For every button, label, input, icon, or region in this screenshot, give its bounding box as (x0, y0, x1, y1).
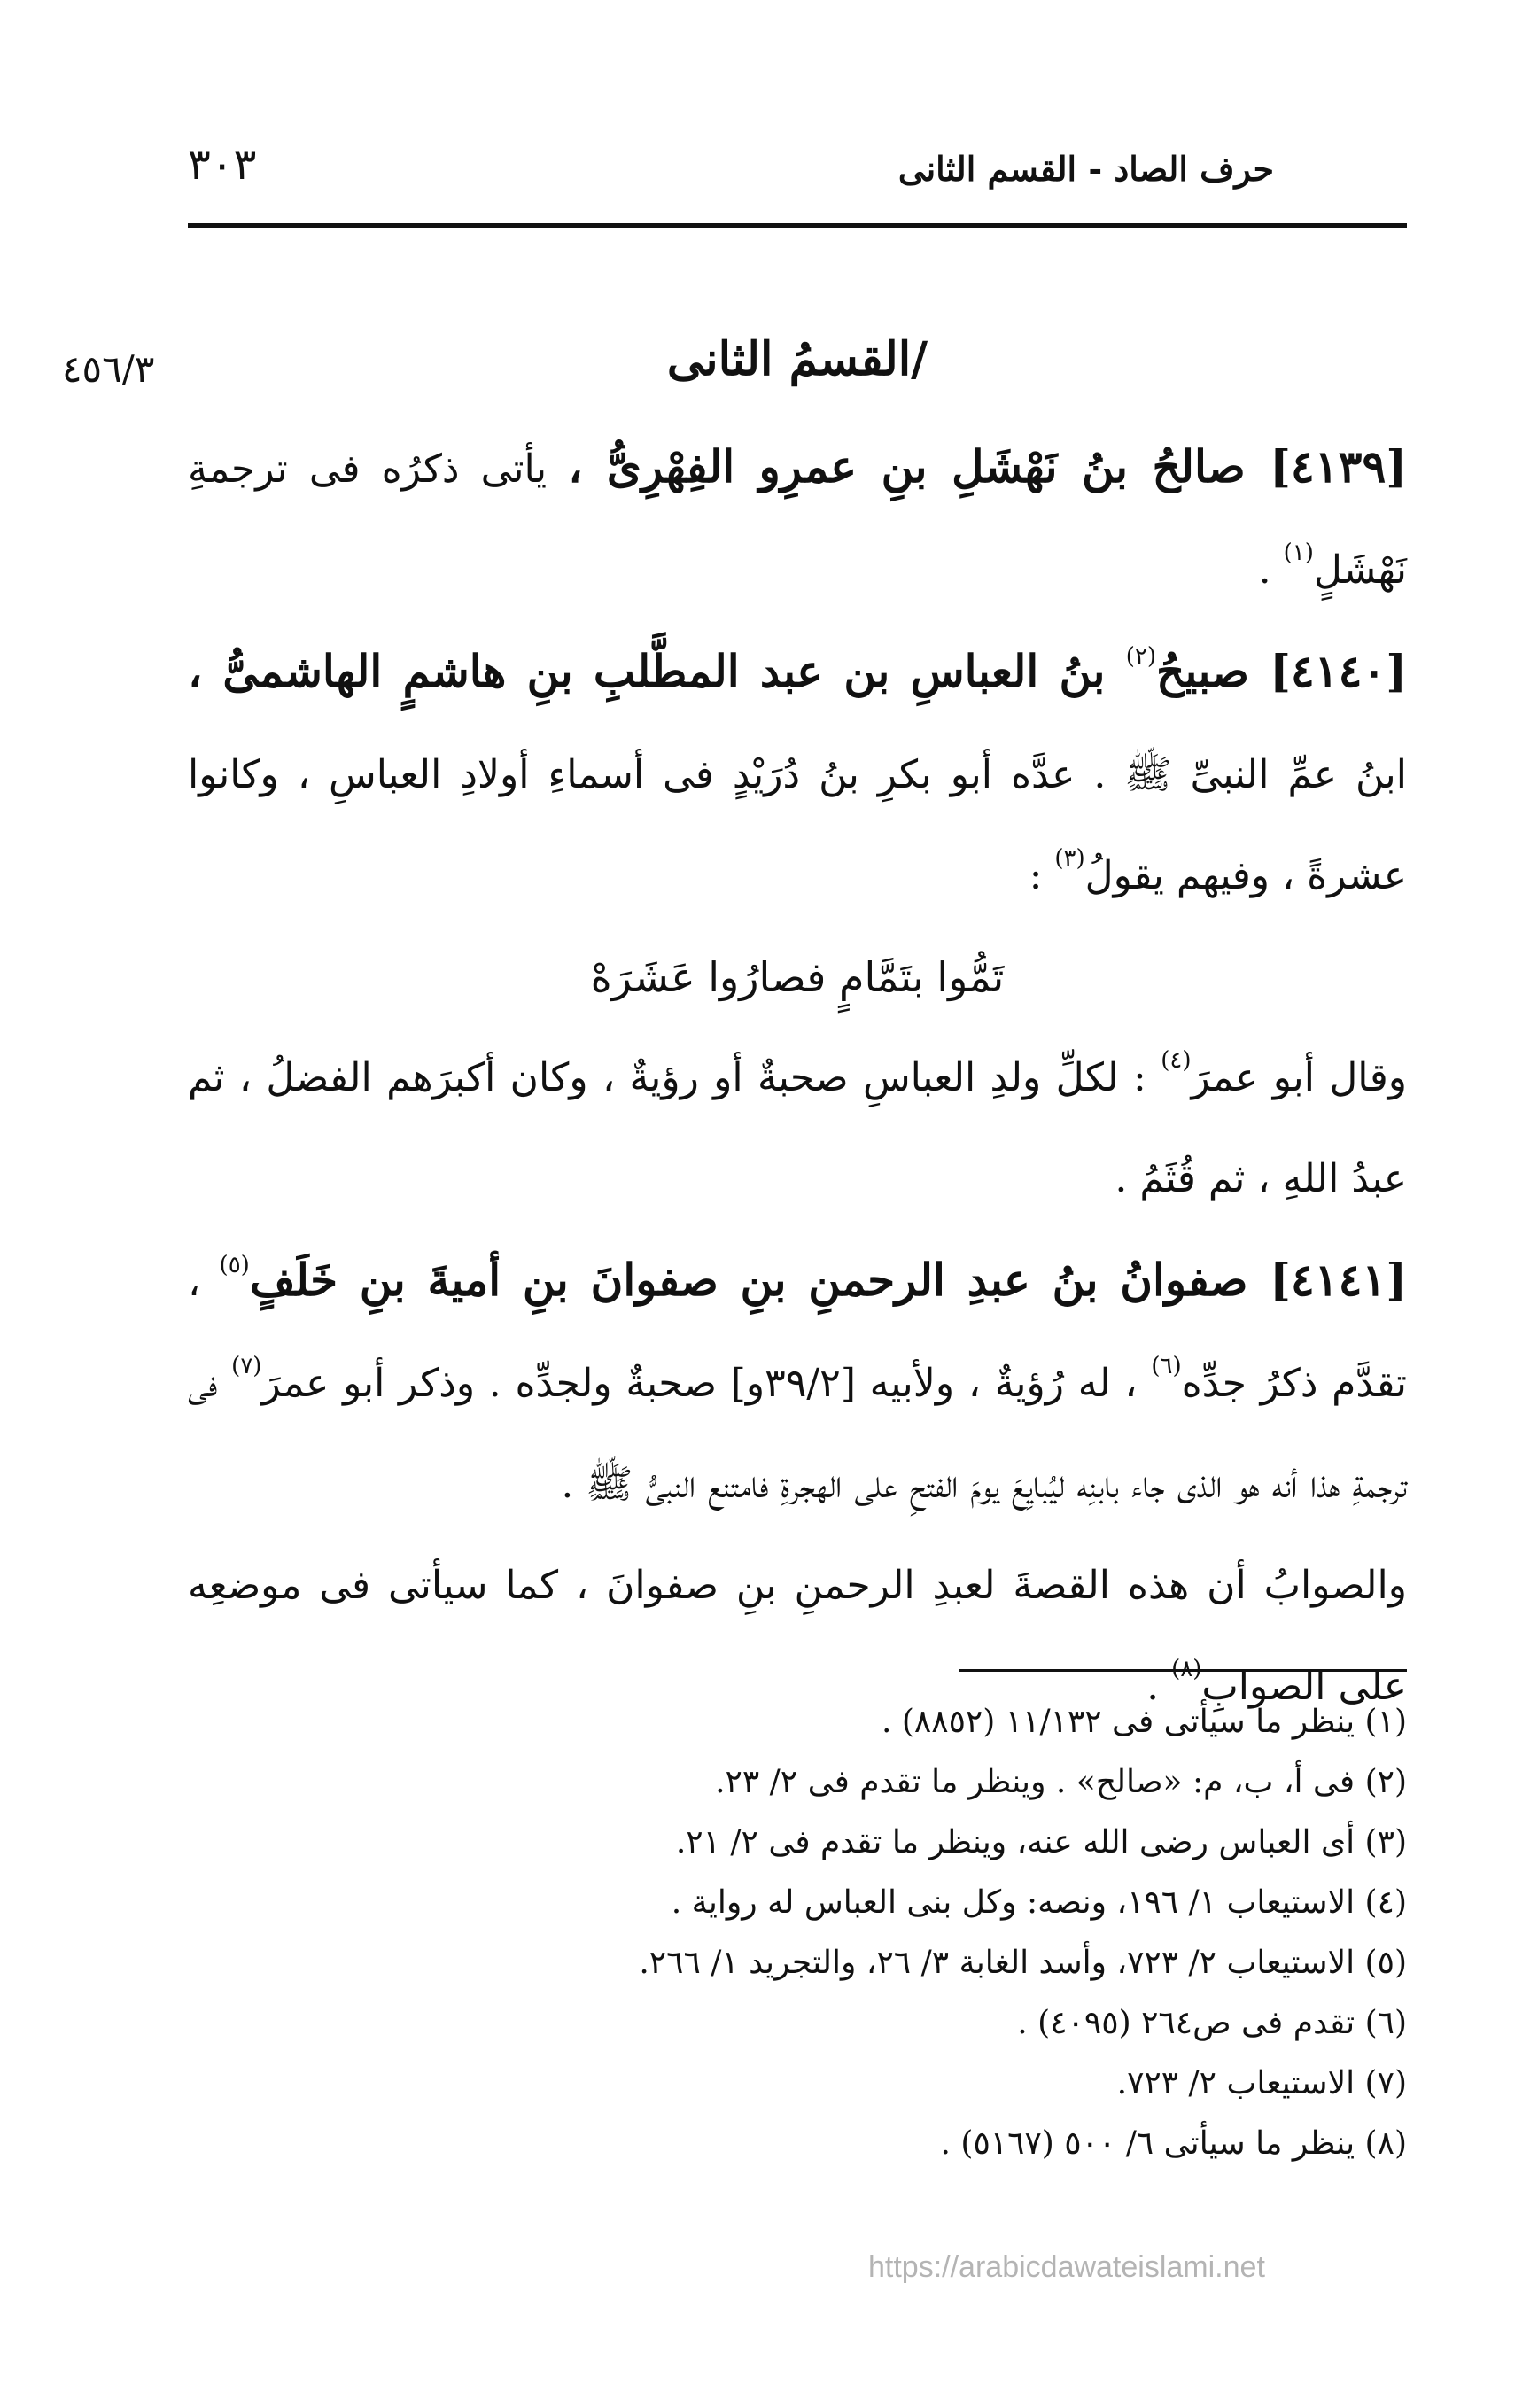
entry-text: ، له رُؤيةٌ ، ولأبيه [٣٩/٢و] صحبةٌ ولجدِّه . وذكر أبو عمرَ (261, 1361, 1152, 1406)
header-rule (188, 223, 1407, 228)
paragraph-tail: . (1146, 1664, 1172, 1709)
body-text (188, 416, 1407, 1737)
margin-reference: ٤٥٦/٣ (62, 347, 155, 391)
footnote-5: (٥) الاستيعاب ٢/ ٧٢٣، وأسد الغابة ٣/ ٢٦، والتجريد ١/ ٢٦٦. (639, 1945, 1407, 1981)
entry-4141 (188, 1230, 1407, 1535)
watermark-url: https://arabicdawateislami.net (868, 2250, 1265, 2284)
paragraph-pre: وقال أبو عمرَ (1191, 1055, 1407, 1100)
footnote-2: (٢) فى أ، ب، م: «صالح» . وينظر ما تقدم فى ٢/ ٢٣. (715, 1764, 1407, 1800)
entry-text: يأتى ذكرُه فى ترجمةِ نَهْشَلٍ (188, 447, 1407, 593)
entry-text: ابنُ عمِّ النبىِّ ﷺ . عدَّه أبو بكرِ بنُ دُرَيْدٍ فى أسماءِ أولادِ العباسِ ، وكانوا عشرةً ، وفيهم يقولُ (188, 752, 1407, 898)
entry-head: [٤١٤٠] صبيحُ (1156, 645, 1407, 697)
entry-head: [٤١٣٩] صالحُ بنُ نَهْشَلِ بنِ عمرِو الفِهْرِىُّ ، (568, 440, 1407, 493)
entry-4139 (188, 416, 1407, 621)
footnote-7: (٧) الاستيعاب ٢/ ٧٢٣. (1116, 2065, 1407, 2101)
footnotes (188, 1692, 1407, 2174)
entry-tail: : (1029, 853, 1055, 898)
footnote-8: (٨) ينظر ما سيأتى ٦/ ٥٠٠ (٥١٦٧) . (940, 2125, 1407, 2162)
paragraph-text: : لكلِّ ولدِ العباسِ صحبةٌ أو رؤيةٌ ، وكان أكبرَهم الفضلُ ، ثم عبدُ اللهِ ، ثم قُثَمُ . (188, 1055, 1407, 1201)
entry-text: فى ترجمةِ هذا أنه هو الذى جاء بابنِه ليُبايِعَ يومَ الفتحِ على الهجرةِ فامتنع النبىُّ ﷺ . (188, 1361, 1407, 1507)
footnote-rule (959, 1669, 1407, 1672)
paragraph-text: والصوابُ أن هذه القصةَ لعبدِ الرحمنِ بنِ صفوانَ ، كما سيأتى فى موضعِه على الصوابِ (188, 1563, 1407, 1709)
entry-tail: . (1258, 548, 1284, 593)
page-header (188, 133, 1407, 213)
poem-verse: تَمُّوا بتَمَّامٍ فصارُوا عَشَرَهْ (590, 953, 1005, 1001)
footnote-ref: (٣) (1054, 845, 1085, 872)
footnote-ref: (٤) (1161, 1047, 1192, 1074)
running-title: حرف الصاد - القسم الثانى (897, 149, 1274, 189)
section-heading: /القسمُ الثانى (666, 332, 928, 386)
entry-head: [٤١٤١] صفوانُ بنُ عبدِ الرحمنِ بنِ صفوانَ بنِ أميةَ بنِ خَلَفٍ (249, 1254, 1408, 1306)
footnote-3: (٣) أى العباس رضى الله عنه، وينظر ما تقدم فى ٢/ ٢١. (675, 1824, 1407, 1860)
footnote-ref: (٢) (1125, 643, 1157, 670)
footnote-ref: (١) (1283, 540, 1314, 566)
footnote-ref: (٦) (1151, 1353, 1182, 1379)
footnote-1: (١) ينظر ما سيأتى فى ١١/١٣٢ (٨٨٥٢) . (881, 1704, 1407, 1740)
paragraph-abu-umar (188, 1028, 1407, 1230)
footnote-ref: (٨) (1171, 1656, 1202, 1682)
footnote-6: (٦) تقدم فى ص٢٦٤ (٤٠٩٥) . (1017, 2005, 1407, 2041)
footnote-ref: (٥) (219, 1252, 250, 1278)
footnote-ref: (٧) (231, 1353, 262, 1379)
entry-4140 (188, 621, 1407, 927)
page-number: ٣٠٣ (188, 140, 257, 190)
entry-head-rest: بنُ العباسِ بن عبد المطَّلبِ بنِ هاشمٍ الهاشمىُّ ، (188, 645, 1126, 697)
footnote-4: (٤) الاستيعاب ١/ ١٩٦، ونصه: وكل بنى العباس له رواية . (671, 1884, 1407, 1921)
entry-text: ، تقدَّم ذكرُ جدِّه (188, 1260, 1408, 1406)
